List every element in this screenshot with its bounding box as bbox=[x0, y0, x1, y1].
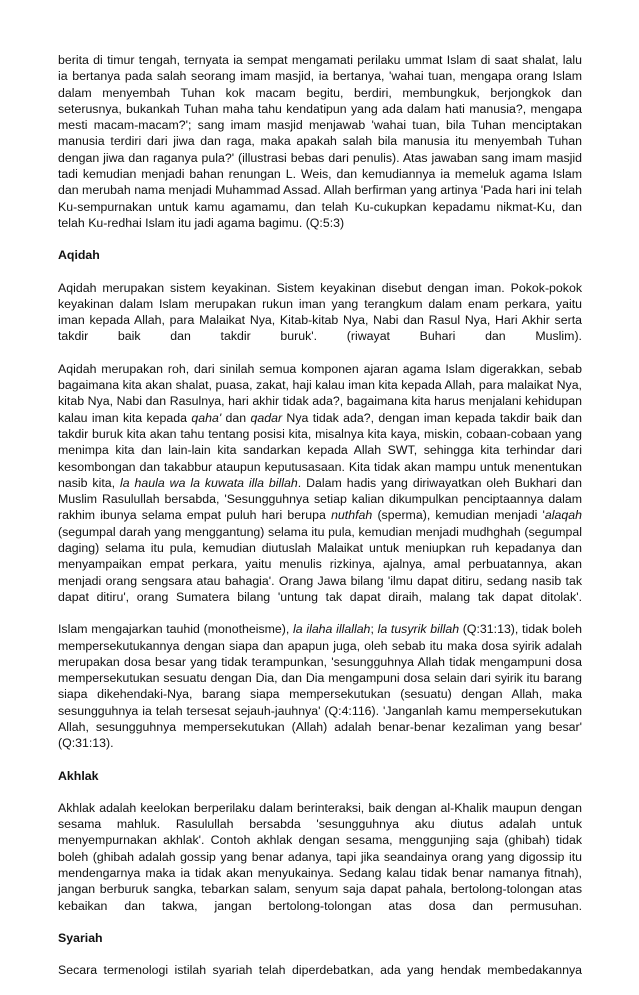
italic-text: qaha' bbox=[191, 410, 222, 425]
body-text: Akhlak adalah keelokan berperilaku dalam berinteraksi, baik dengan al-Khalik maupun dengan sesama mahluk. Rasulullah bersabda 'sesungguhnya aku diutus adalah untuk menyempurnakan akhlak'. Contoh akhlak dengan sesama, menggunjing saja (ghibah) tidak boleh (ghibah adalah gossip yang benar adanya, tapi jika seandainya orang yang digossip itu mendengarnya maka ia tidak akan menyukainya. Sedang kalau tidak benar namanya fitnah), jangan berburuk sangka, tebarkan salam, senyum saja dapat pahala, bertolong-tolongan atas kebaikan dan takwa, jangan bertolong-tolongan atas dosa dan permusuhan. bbox=[58, 800, 582, 913]
paragraph bbox=[58, 962, 582, 978]
body-text: (Q:31:13), tidak boleh mempersekutukannya dengan siapa dan apapun juga, oleh sebab itu maka dosa syirik adalah merupakan dosa besar yang tidak terampunkan, 'sesungguhnya Allah tidak mengampuni dosa mempersekutukan sesuatu dengan Dia, dan Dia mengampuni dosa selain dari syirik itu barang siapa dikehendaki-Nya, barang siapa mempersekutukan (sesuatu) dengan Allah, maka sesungguhnya ia telah tersesat sejauh-jauhnya' (Q:4:116). 'Janganlah kamu mempersekutukan Allah, sesungguhnya mempersekutukan (Allah) adalah benar-benar kezaliman yang besar' (Q:31:13). bbox=[58, 622, 583, 751]
body-text: (sperma), kemudian menjadi ' bbox=[372, 508, 545, 523]
paragraph bbox=[58, 361, 582, 605]
paragraph bbox=[58, 621, 582, 751]
italic-text: qadar bbox=[250, 410, 283, 425]
paragraph bbox=[58, 52, 582, 231]
body-text: Aqidah merupakan sistem keyakinan. Sistem keyakinan disebut dengan iman. Pokok-pokok keyakinan dalam Islam merupakan rukun iman yang terangkum dalam enam perkara, yaitu iman kepada Allah, para Malaikat Nya, Kitab-kitab Nya, Nabi dan Rasul Nya, Hari Akhir serta takdir baik dan takdir buruk'. (riwayat Buhari dan Muslim). bbox=[58, 280, 582, 344]
document-page bbox=[58, 52, 582, 995]
body-text: (segumpal darah yang menggantung) selama itu pula, kemudian menjadi mudhghah (segumpal daging) selama itu pula, kemudian diutuslah Malaikat untuk meniupkan ruh kepadanya dan menyampaikan empat perkara, yaitu menulis rizkinya, ajalnya, amal perbuatannya, akan menjadi orang sengsara atau bahagia'. Orang Jawa bilang 'ilmu dapat ditiru, sedang nasib tak dapat ditiru', orang Sumatera bilang 'untung tak dapat diraih, malang tak dapat ditolak'. bbox=[58, 524, 582, 604]
body-text: dan bbox=[221, 410, 251, 425]
body-text: Aqidah merupakan roh, dari sinilah semua komponen ajaran agama Islam digerakkan, sebab bagaimana kita akan shalat, puasa, zakat, haji kalau iman kita kepada Allah, para malaikat Nya, kitab Nya, Nabi dan Rasulnya, hari akhir tidak ada?, bagaimana kita harus menjalani kehidupan kalau iman kita kepada bbox=[58, 361, 582, 425]
italic-text: nuthfah bbox=[331, 508, 373, 523]
italic-text: la ilaha illallah bbox=[293, 622, 371, 637]
paragraph bbox=[58, 800, 582, 914]
body-text: ; bbox=[370, 622, 378, 637]
italic-text: la haula wa la kuwata illa billah bbox=[120, 475, 298, 490]
body-text: Islam mengajarkan tauhid (monotheisme), bbox=[58, 622, 294, 637]
body-text: . Dalam hadis yang diriwayatkan oleh Bukhari dan Muslim Rasulullah bersabda, 'Sesungguhnya setiap kalian dikumpulkan penciptaannya dalam rakhim ibunya selama empat puluh hari berupa bbox=[58, 475, 582, 523]
italic-text: la tusyrik billah bbox=[377, 622, 460, 637]
paragraph bbox=[58, 280, 582, 345]
body-text: berita di timur tengah, ternyata ia sempat mengamati perilaku ummat Islam di saat shalat, lalu ia bertanya pada salah seorang imam masjid, ia bertanya, 'wahai tuan, mengapa orang Islam dalam menyembah Tuhan kok macam begitu, berdiri, membungkuk, berjongkok dan seterusnya, bukankah Tuhan maha tahu kendatipun yang ada dalam hati manusia?, mengapa mesti macam-macam?'; sang imam masjid menjawab 'wahai tuan, bila Tuhan menciptakan manusia terdiri dari jiwa dan raga, maka apakah salah bila manusia itu menyembah Tuhan dengan jiwa dan raganya pula?' (illustrasi bebas dari penulis). Atas jawaban sang imam masjid tadi kemudian menjadi bahan renungan L. Weis, dan kemudiannya ia memeluk agama Islam dan merubah nama menjadi Muhammad Assad. Allah berfirman yang artinya 'Pada hari ini telah Ku-sempurnakan untuk kamu agamamu, dan telah Ku-cukupkan kepadamu nikmat-Ku, dan telah Ku-redhai Islam itu jadi agama bagimu. (Q:5:3) bbox=[58, 53, 582, 230]
body-text: Secara termenologi istilah syariah telah diperdebatkan, ada yang hendak membedakannya bbox=[58, 963, 582, 978]
italic-text: alaqah bbox=[544, 508, 582, 523]
body-text: Nya tidak ada?, dengan iman kepada takdir baik dan takdir buruk kita akan tahu tentang posisi kita, misalnya kita kaya, miskin, cobaan-cobaan yang menimpa kita dan lain-lain kita sandarkan kepada Allah SWT, sehingga kita terhindar dari kesombongan dan takabbur ataupun keputusasaan. Kita tidak akan mampu untuk menentukan nasib kita, bbox=[58, 410, 582, 490]
section-heading: Aqidah bbox=[58, 248, 100, 263]
section-heading: Akhlak bbox=[58, 768, 99, 783]
section-heading: Syariah bbox=[58, 930, 103, 945]
